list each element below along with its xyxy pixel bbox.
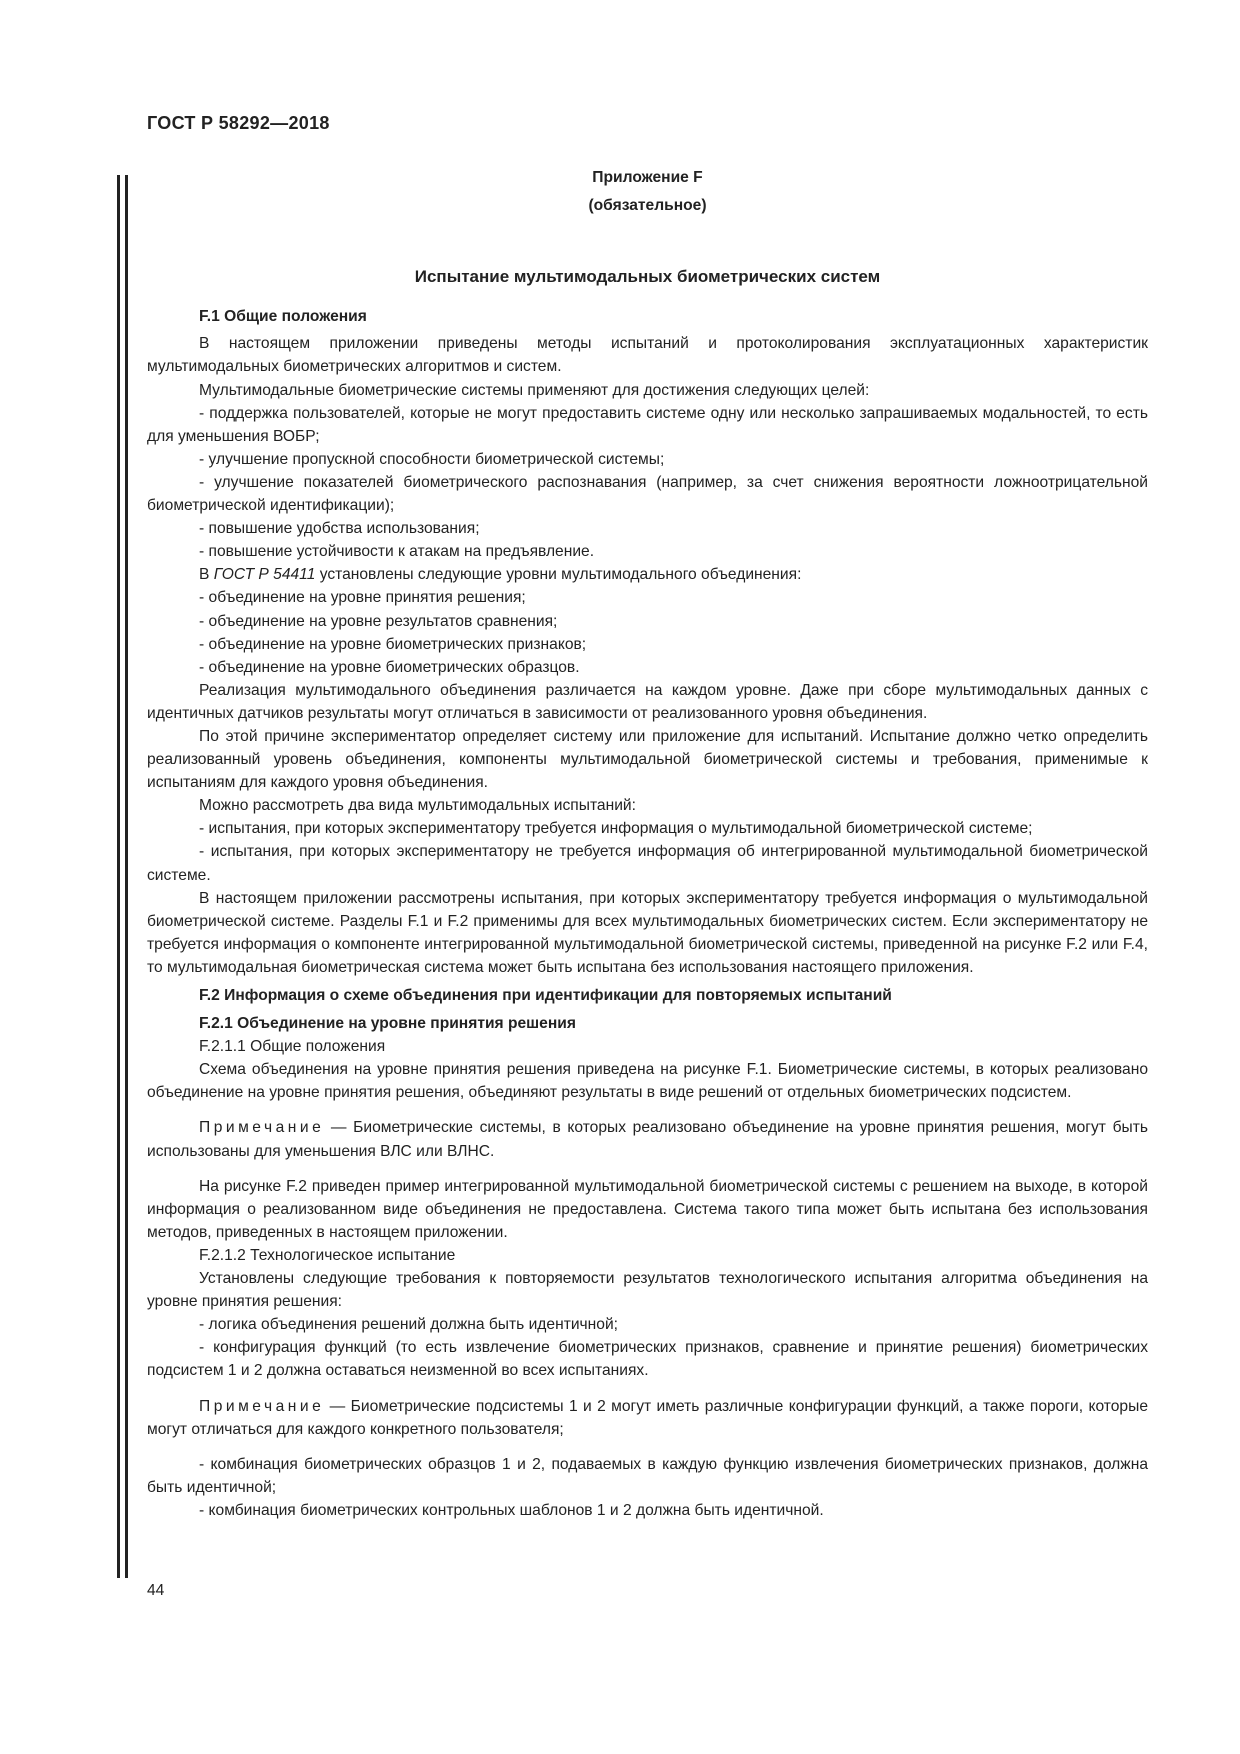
paragraph: Мультимодальные биометрические системы применяют для достижения следующих целей:: [199, 381, 870, 399]
paragraph: Схема объединения на уровне принятия решения приведена на рисунке F.1. Биометрические системы, в которых реализовано объединение на уровне принятия решения, объединяют результаты в виде решений от отдельных биометрических подсистем.: [147, 1061, 1148, 1102]
section-f21-title: F.2.1 Объединение на уровне принятия решения: [199, 1015, 576, 1033]
page-number: 44: [147, 1582, 165, 1599]
appendix-title: Приложение F: [592, 169, 703, 186]
change-bar: [117, 175, 120, 1578]
list-item: - комбинация биометрических образцов 1 и 2, подаваемых в каждую функцию извлечения биометрических признаков, должна быть идентичной;: [147, 1455, 1148, 1496]
paragraph: Установлены следующие требования к повторяемости результатов технологического испытания алгоритма объединения на уровне принятия решения:: [147, 1270, 1148, 1311]
standard-reference-link: ГОСТ Р 54411: [213, 566, 316, 584]
list-item: - поддержка пользователей, которые не могут предоставить системе одну или несколько запрашиваемых модальностей, то есть для уменьшения ВОБР;: [147, 404, 1148, 445]
section-f2-title: F.2 Информация о схеме объединения при идентификации для повторяемых испытаний: [199, 987, 892, 1004]
section-f212-title: F.2.1.2 Технологическое испытание: [199, 1246, 456, 1264]
change-bar: [125, 175, 128, 1578]
section-f1-title: F.1 Общие положения: [199, 308, 367, 326]
list-item: - конфигурация функций (то есть извлечение биометрических признаков, сравнение и принятие решения) биометрических подсистем 1 и 2 должна оставаться неизменной во всех испытаниях.: [147, 1339, 1148, 1380]
list-item: - повышение устойчивости к атакам на предъявление.: [199, 543, 595, 561]
page-body: [147, 166, 1148, 1522]
paragraph: На рисунке F.2 приведен пример интегрированной мультимодальной биометрической системы с решением на выходе, в которой информация о реализованном виде объединения не предоставлена. Система такого типа может быть испытана без использования методов, приведенных в настоящем приложении.: [147, 1177, 1148, 1241]
list-item: - комбинация биометрических контрольных шаблонов 1 и 2 должна быть идентичной.: [199, 1501, 824, 1519]
list-item: - объединение на уровне принятия решения;: [199, 589, 526, 607]
note-label: Примечание: [199, 1397, 325, 1415]
paragraph: Реализация мультимодального объединения различается на каждом уровне. Даже при сборе мультимодальных данных с идентичных датчиков результаты могут отличаться в зависимости от реализованного уровня объединения.: [147, 681, 1148, 722]
document-header: ГОСТ Р 58292—2018: [147, 113, 330, 133]
paragraph: Можно рассмотреть два вида мультимодальных испытаний:: [199, 797, 636, 815]
paragraph: По этой причине экспериментатор определяет систему или приложение для испытаний. Испытание должно четко определить реализованный уровень объединения, компоненты мультимодальной биометрической системы и требования, применимые к испытаниям для каждого уровня объединения.: [147, 727, 1148, 792]
appendix-status: (обязательное): [588, 197, 707, 215]
list-item: - повышение удобства использования;: [199, 520, 480, 538]
list-item: - логика объединения решений должна быть идентичной;: [199, 1316, 618, 1334]
list-item: - испытания, при которых экспериментатору требуется информация о мультимодальной биометрической системе;: [199, 820, 1033, 838]
paragraph: В настоящем приложении приведены методы испытаний и протоколирования эксплуатационных характеристик мультимодальных биометрических алгоритмов и систем.: [147, 335, 1148, 376]
paragraph: [147, 563, 1148, 586]
note-text: — Биометрические системы, в которых реализовано объединение на уровне принятия решения, могут быть использованы для уменьшения ВЛС или ВЛНС.: [147, 1119, 1148, 1160]
note: [147, 1116, 1148, 1162]
note-label: Примечание: [199, 1119, 325, 1137]
list-item: - улучшение пропускной способности биометрической системы;: [199, 450, 665, 468]
text: В: [199, 566, 214, 584]
paragraph: В настоящем приложении рассмотрены испытания, при которых экспериментатору требуется информация о мультимодальной биометрической системе. Разделы F.1 и F.2 применимы для всех мультимодальных биометрических систем. Если экспериментатору не требуется информация о компоненте интегрированной мультимодальной биометрической системы, приведенной на рисунке F.2 или F.4, то мультимодальная биометрическая система может быть испытана без использования настоящего приложения.: [147, 889, 1148, 976]
list-item: - объединение на уровне биометрических образцов.: [199, 658, 580, 676]
list-item: - объединение на уровне результатов сравнения;: [199, 612, 558, 630]
list-item: - испытания, при которых экспериментатору не требуется информация об интегрированной мультимодальной биометрической системе.: [147, 843, 1148, 884]
note: [147, 1395, 1148, 1441]
text: установлены следующие уровни мультимодального объединения:: [315, 566, 802, 584]
section-f211-title: F.2.1.1 Общие положения: [199, 1038, 386, 1056]
page-title: Испытание мультимодальных биометрических систем: [414, 267, 881, 287]
list-item: - улучшение показателей биометрического распознавания (например, за счет снижения вероятности ложноотрицательной биометрической идентификации);: [147, 473, 1148, 515]
list-item: - объединение на уровне биометрических признаков;: [199, 635, 587, 653]
note-text: — Биометрические подсистемы 1 и 2 могут иметь различные конфигурации функций, а также пороги, которые могут отличаться для каждого конкретного пользователя;: [147, 1397, 1148, 1438]
